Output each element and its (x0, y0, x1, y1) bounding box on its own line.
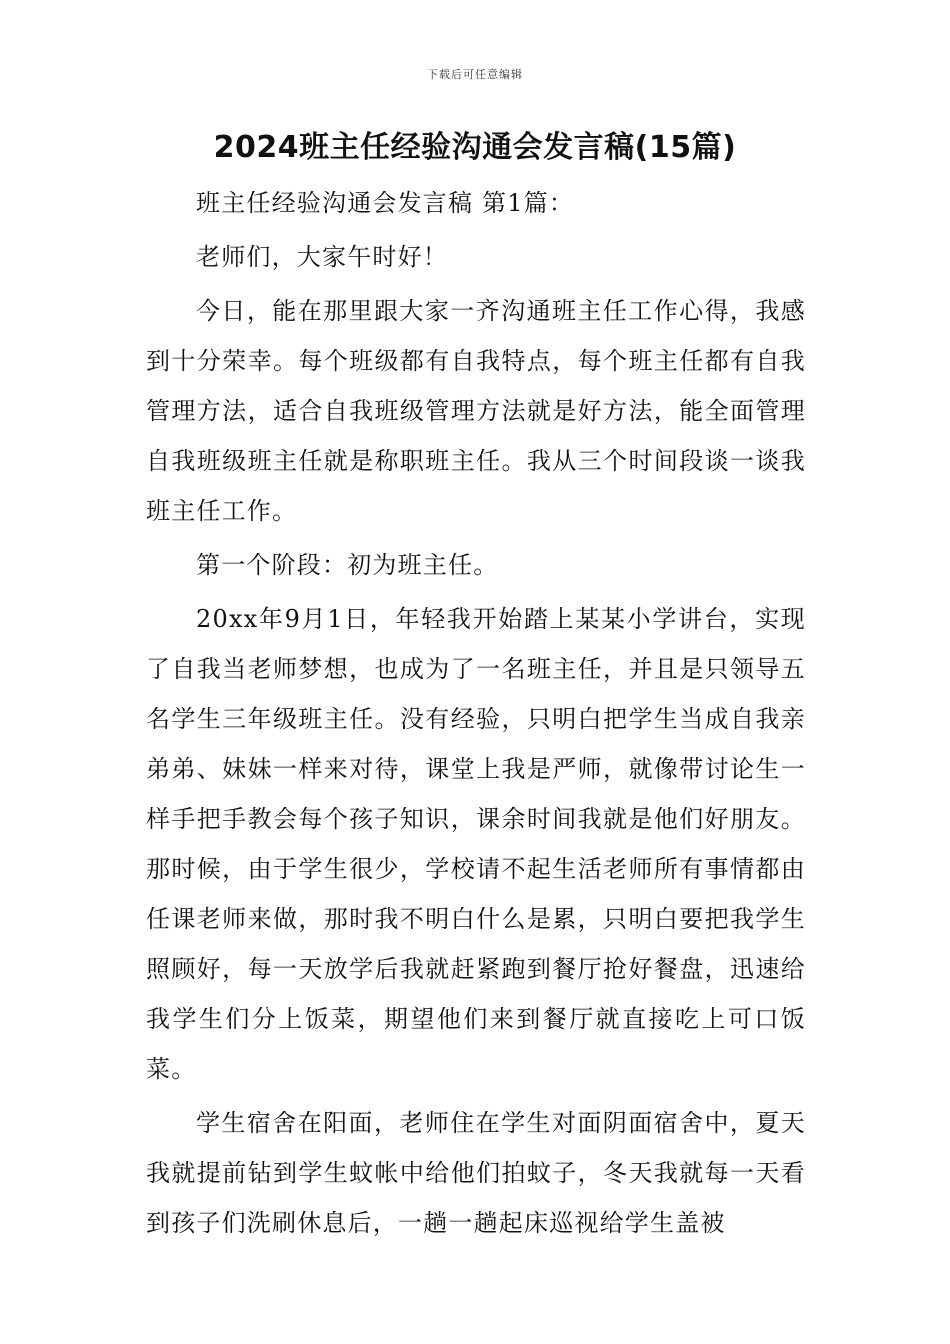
paragraph-section-heading: 班主任经验沟通会发言稿 第1篇： (196, 189, 575, 217)
header-note: 下载后可任意编辑 (427, 68, 523, 81)
paragraph-dormitory: 学生宿舍在阳面，老师住在学生对面阴面宿舍中，夏天我就提前钻到学生蚊帐中给他们拍蚊子，冬天我就每一天看到孩子们洗刷休息后，一趟一趟起床巡视给学生盖被 (146, 1109, 806, 1237)
document-title: 2024班主任经验沟通会发言稿(15篇) (213, 130, 737, 165)
paragraph-first-year: 20xx年9月1日，年轻我开始踏上某某小学讲台，实现了自我当老师梦想，也成为了一名班主任，并且是只领导五名学生三年级班主任。没有经验，只明白把学生当成自我亲弟弟、妹妹一样来对待，课堂上我是严师，就像带讨论生一样手把手教会每个孩子知识，课余时间我就是他们好朋友。那时候，由于学生很少，学校请不起生活老师所有事情都由任课老师来做，那时我不明白什么是累，只明白要把我学生照顾好，每一天放学后我就赶紧跑到餐厅抢好餐盘，迅速给我学生们分上饭菜，期望他们来到餐厅就直接吃上可口饭菜。 (146, 605, 806, 1083)
paragraph-greeting: 老师们，大家午时好！ (196, 243, 448, 271)
paragraph-intro: 今日，能在那里跟大家一齐沟通班主任工作心得，我感到十分荣幸。每个班级都有自我特点，每个班主任都有自我管理方法，适合自我班级管理方法就是好方法，能全面管理自我班级班主任就是称职班主任。我从三个时间段谈一谈我班主任工作。 (146, 297, 806, 525)
document-body (146, 178, 806, 1252)
paragraph-stage-heading: 第一个阶段：初为班主任。 (196, 551, 499, 579)
